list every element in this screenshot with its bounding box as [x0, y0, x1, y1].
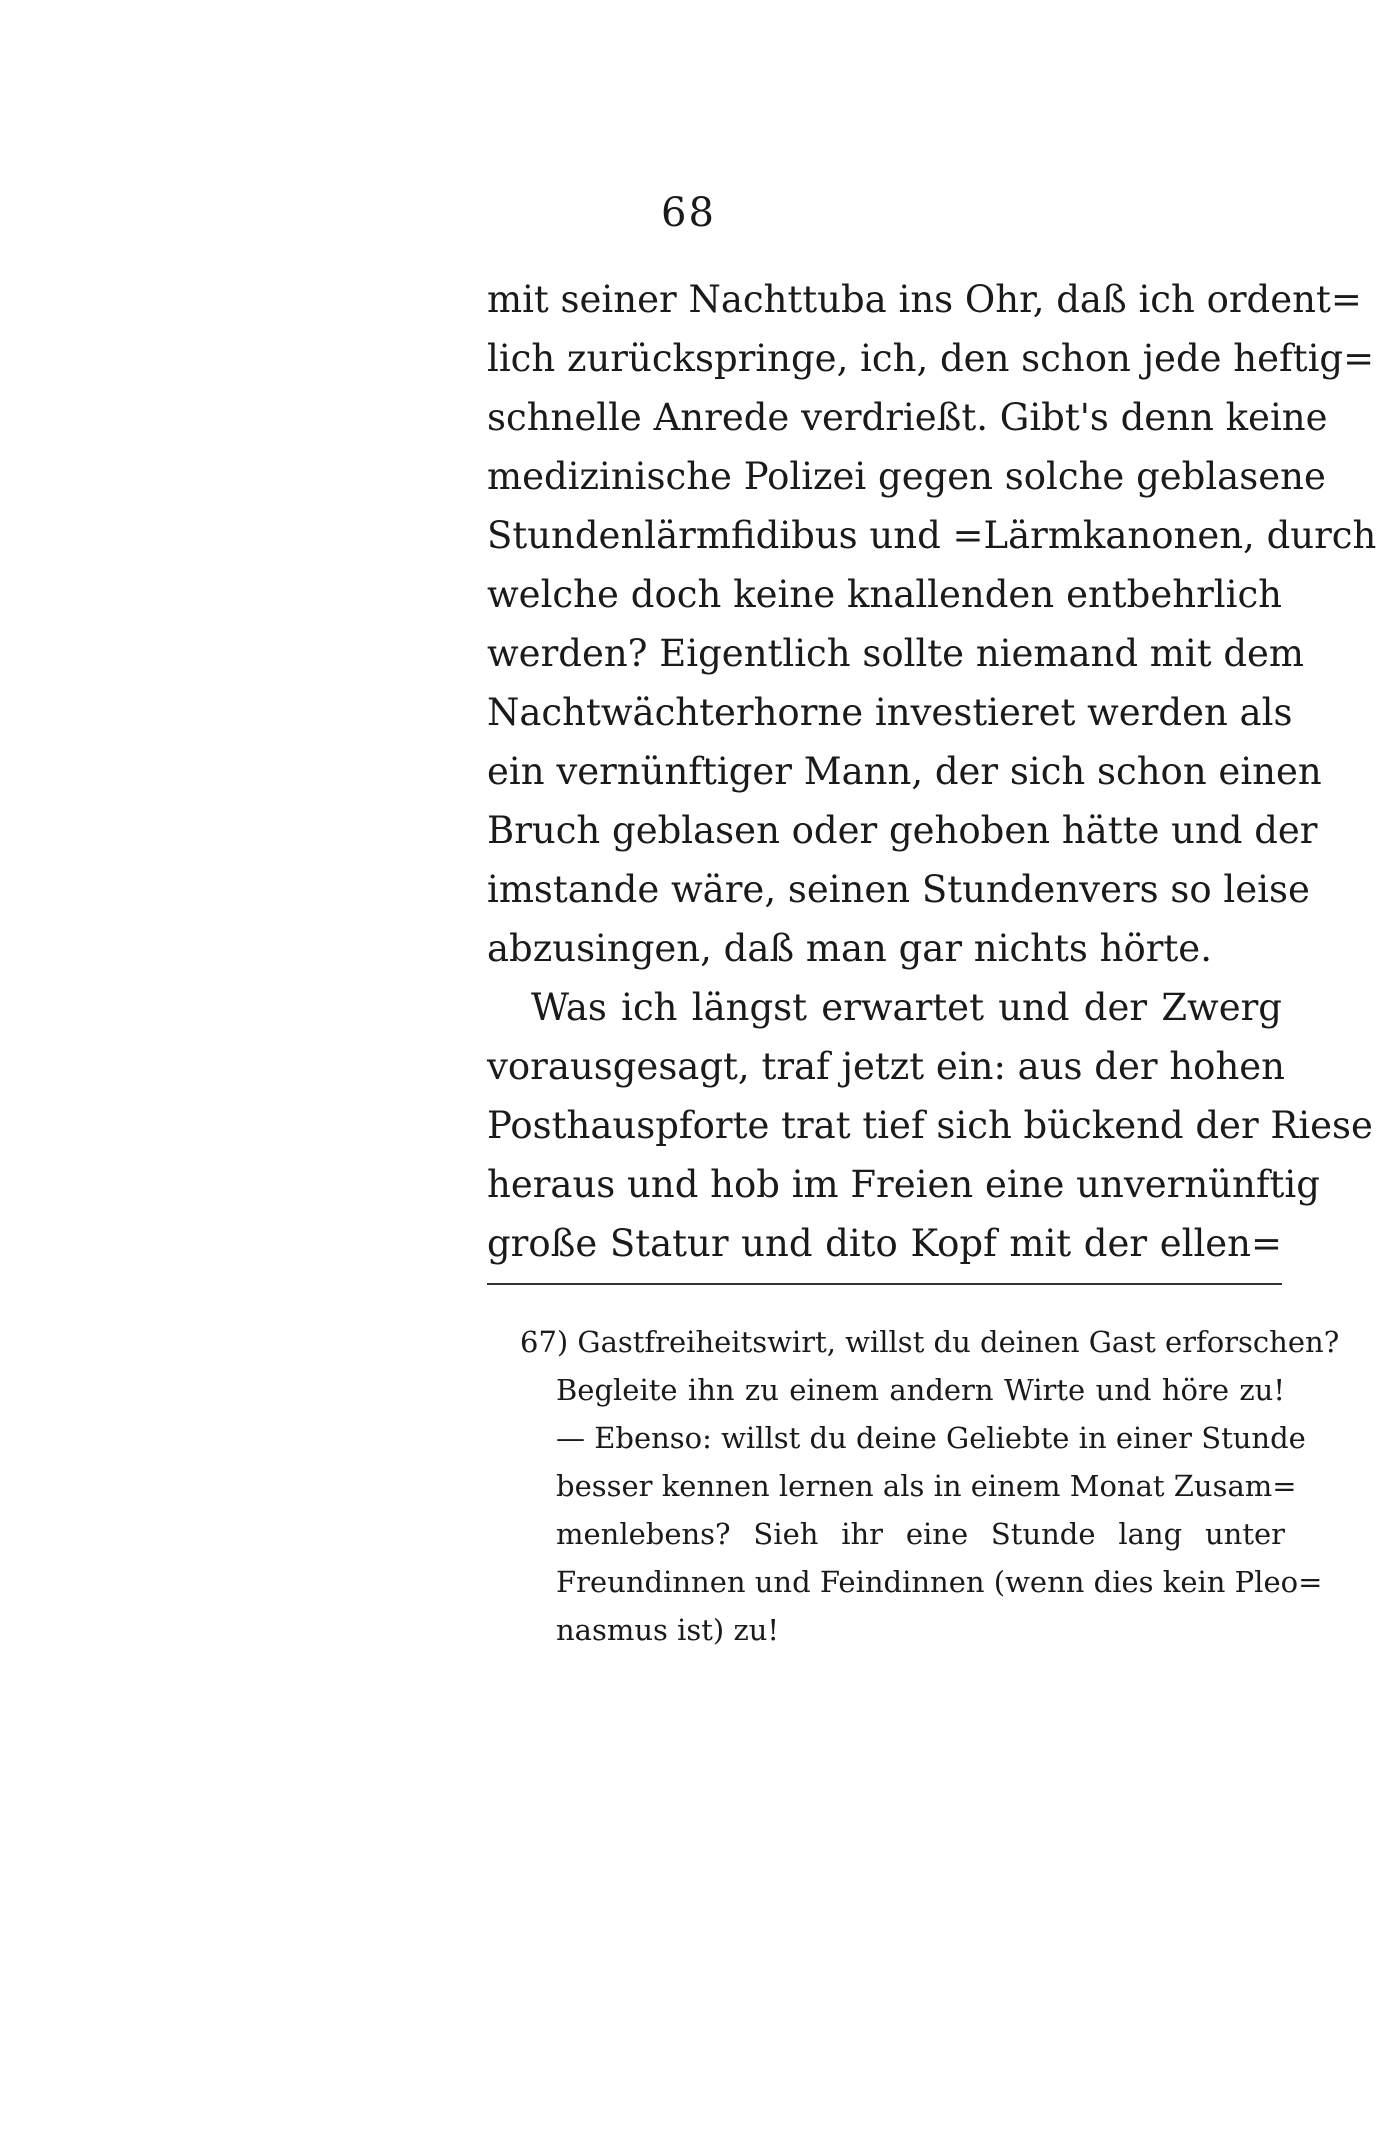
page-number: 68	[661, 190, 716, 236]
footnote-line: Freundinnen und Feindinnen (wenn dies kein Pleo=	[556, 1565, 1323, 1599]
text-line: heraus und hob im Freien eine unvernünftig	[487, 1163, 1320, 1206]
footnote-line: nasmus ist) zu!	[556, 1613, 780, 1647]
text-line: vorausgesagt, traf jetzt ein: aus der hohen	[487, 1045, 1285, 1088]
footnote	[520, 1318, 1340, 1654]
text-line: Posthauspforte trat tief sich bückend der Riese	[487, 1104, 1373, 1147]
text-line: große Statur und dito Kopf mit der ellen=	[487, 1222, 1282, 1265]
footnote-line: — Ebenso: willst du deine Geliebte in einer Stunde	[556, 1421, 1306, 1455]
footnote-divider	[487, 1283, 1282, 1285]
text-line: Stundenlärmfidibus und =Lärmkanonen, durch	[487, 514, 1377, 557]
text-line: medizinische Polizei gegen solche geblasene	[487, 455, 1326, 498]
text-line: welche doch keine knallenden entbehrlich	[487, 573, 1282, 616]
text-line: mit seiner Nachttuba ins Ohr, daß ich ordent=	[487, 278, 1362, 321]
text-line: Nachtwächterhorne investieret werden als	[487, 691, 1293, 734]
footnote-line: menlebens? Sieh ihr eine Stunde lang unter	[556, 1517, 1285, 1551]
footnote-line: Begleite ihn zu einem andern Wirte und höre zu!	[556, 1373, 1285, 1407]
text-line: Bruch geblasen oder gehoben hätte und der	[487, 809, 1318, 852]
text-line: ein vernünftiger Mann, der sich schon einen	[487, 750, 1322, 793]
body-text	[487, 270, 1377, 1273]
text-line: werden? Eigentlich sollte niemand mit dem	[487, 632, 1305, 675]
paragraph-start-line: Was ich längst erwartet und der Zwerg	[531, 986, 1282, 1029]
footnote-line: besser kennen lernen als in einem Monat Zusam=	[556, 1469, 1297, 1503]
text-line: imstande wäre, seinen Stundenvers so leise	[487, 868, 1310, 911]
text-line: schnelle Anrede verdrießt. Gibt's denn keine	[487, 396, 1328, 439]
paragraph-end-line: abzusingen, daß man gar nichts hörte.	[487, 927, 1212, 970]
footnote-line: 67) Gastfreiheitswirt, willst du deinen Gast erforschen?	[520, 1325, 1340, 1359]
text-line: lich zurückspringe, ich, den schon jede heftig=	[487, 337, 1375, 380]
